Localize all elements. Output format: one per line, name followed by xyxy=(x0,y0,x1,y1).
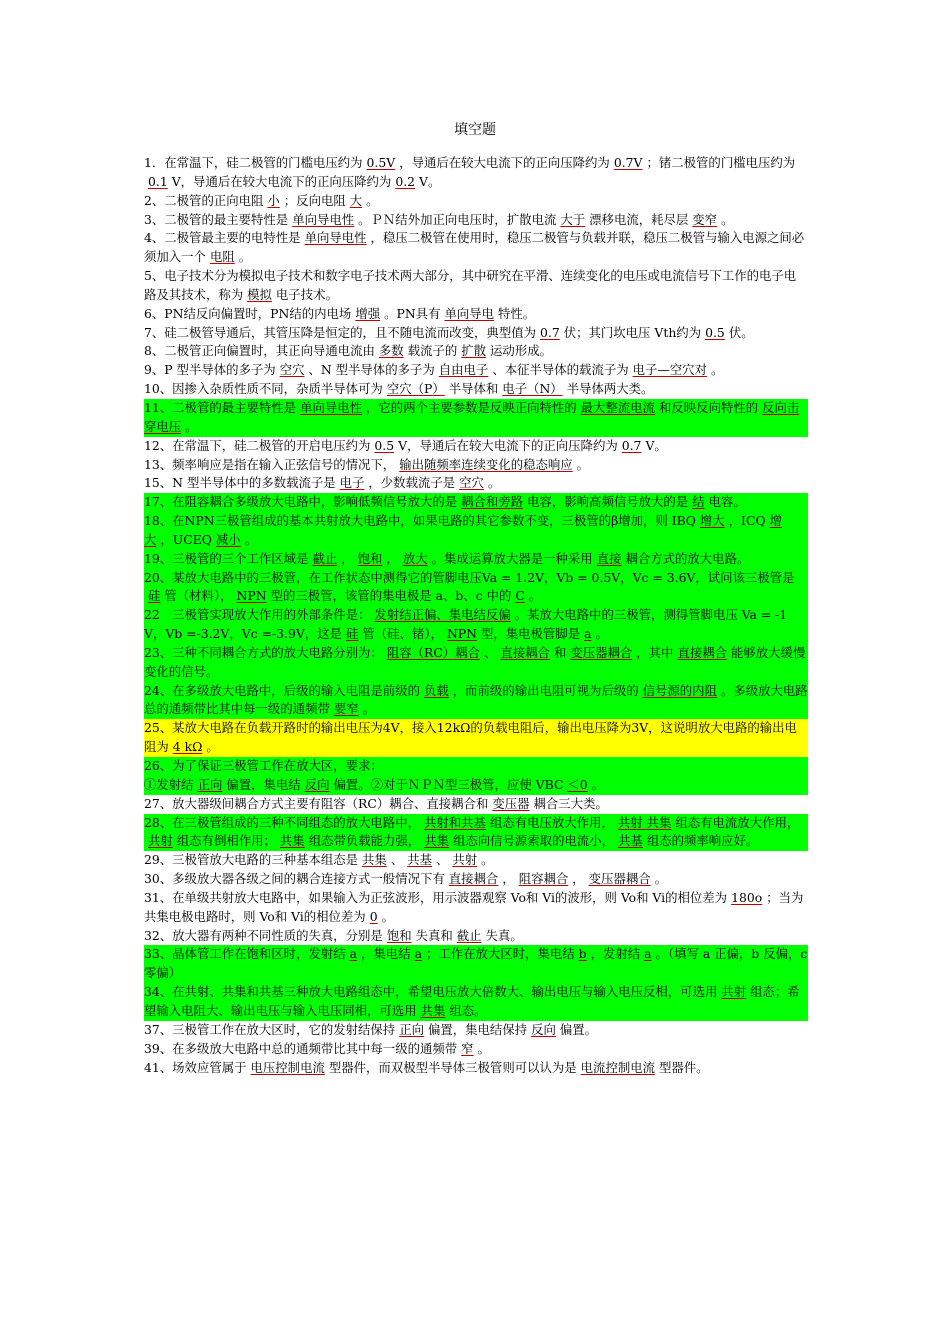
question-text: 组态有电压放大作用， xyxy=(489,814,614,830)
question-text: 27、放大器级间耦合方式主要有阻容（RC）耦合、直接耦合和 xyxy=(144,795,489,811)
question-text: 、 xyxy=(390,852,404,868)
question-text: 运动形成。 xyxy=(490,343,552,359)
answer-blank: ＜0 xyxy=(567,776,588,792)
question-item xyxy=(144,267,808,305)
question-text: 。 xyxy=(595,626,608,642)
answer-blank: NPN xyxy=(446,626,477,642)
answer-blank: b xyxy=(578,946,587,962)
question-text: 组态的频率响应好。 xyxy=(646,833,759,849)
question-text: 漂移电流，耗尽层 xyxy=(589,211,689,227)
answer-blank: 变压器耦合 xyxy=(588,871,651,887)
question-text: 。（填写 a 正偏，b 反偏，c 零偏） xyxy=(144,946,808,981)
question-text: 7、硅二极管导通后，其管压降是恒定的，且不随电流而改变，典型值为 xyxy=(144,324,536,340)
question-item xyxy=(144,342,808,361)
question-text: 。 xyxy=(710,362,724,378)
question-item xyxy=(144,682,808,720)
question-text: 电子技术。 xyxy=(275,286,338,302)
answer-blank: 硅 xyxy=(346,626,359,642)
question-text: 18、在NPN三极管组成的基本共射放大电路中，如果电路的其它参数不变，三极管的β增加，则 IBQ xyxy=(144,513,696,529)
answer-blank: 放大 xyxy=(402,550,428,566)
answer-blank: 饱和 xyxy=(357,550,383,566)
question-text: 32、放大器有两种不同性质的失真，分别是 xyxy=(144,927,383,943)
question-text: 和反映反向特性的 xyxy=(659,399,759,415)
answer-blank: 共射 xyxy=(721,984,747,1000)
question-text: ，导通后在较大电流下的正向压降约为 xyxy=(399,155,610,170)
question-text: 。集成运算放大器是一种采用 xyxy=(431,550,593,566)
answer-blank: 反向 xyxy=(304,776,330,792)
question-text: ，其中 xyxy=(636,644,674,660)
answer-blank: 负载 xyxy=(423,682,449,698)
answer-blank: 截止 xyxy=(456,927,482,943)
question-text: 12、在常温下，硅二极管的开启电压约为 xyxy=(144,437,371,453)
question-text: 。 xyxy=(576,456,590,472)
answer-blank: 结 xyxy=(692,494,705,510)
question-item xyxy=(144,211,808,230)
answer-blank: 最大整流电流 xyxy=(580,399,656,415)
question-text: 。 xyxy=(244,531,258,547)
question-text: 。ＰＮ结外加正向电压时，扩散电流 xyxy=(358,211,557,227)
answer-blank: 正向 xyxy=(197,776,223,792)
question-text: 。 xyxy=(362,701,376,717)
question-text: 。 xyxy=(185,418,198,434)
answer-blank: 0.5V xyxy=(366,155,396,170)
answer-blank: 电阻 xyxy=(209,249,235,265)
answer-blank: NPN xyxy=(236,588,267,604)
question-text: 11、二极管的最主要特性是 xyxy=(144,399,297,415)
question-item xyxy=(144,644,808,682)
question-text: 29、三极管放大电路的三种基本组态是 xyxy=(144,852,359,868)
answer-blank: 增大 xyxy=(144,513,782,547)
question-text: ①发射结 xyxy=(144,776,194,792)
question-text: 型的三极管，该管的集电极是 a、b、c 中的 xyxy=(270,588,512,604)
answer-blank: 信号源的内阻 xyxy=(642,682,717,698)
question-text: 1．在常温下，硅二极管的门槛电压约为 xyxy=(144,155,363,170)
answer-blank: 单向导电性 xyxy=(292,211,355,227)
question-text: 组态有倒相作用； xyxy=(176,833,276,849)
question-text: 。 xyxy=(381,908,394,924)
question-text: 33、晶体管工作在饱和区时，发射结 xyxy=(144,946,346,962)
question-text: 20、某放大电路中的三极管，在工作状态中测得它的管脚电压Va = 1.2V，Vb = 0.5V，Vc = 3.6V，试问该三极管是 xyxy=(144,569,795,585)
question-text: 23、三种不同耦合方式的放大电路分别为： xyxy=(144,644,383,660)
answer-blank: 自由电子 xyxy=(438,362,489,378)
answer-blank: 阻容耦合 xyxy=(518,871,569,887)
question-text: 、 xyxy=(483,644,497,660)
question-text: 伏；其门坎电压 Vth约为 xyxy=(563,324,702,340)
question-text: 。 xyxy=(366,192,379,208)
question-text: 37、三极管工作在放大区时，它的发射结保持 xyxy=(144,1021,396,1037)
answer-blank: 增大 xyxy=(699,513,725,529)
question-text: 型，集电极管脚是 xyxy=(480,626,581,642)
question-text: 组态向信号源索取的电流小， xyxy=(452,833,615,849)
question-text: ，发射结 xyxy=(590,946,641,962)
question-text: 组态。 xyxy=(449,1002,487,1018)
question-item xyxy=(144,870,808,889)
answer-blank: 反向击穿电压 xyxy=(144,399,800,434)
question-text: V。 xyxy=(645,437,667,453)
question-text: 管（材料）， xyxy=(164,588,233,604)
question-text: 能够放大缓慢变化的信号。 xyxy=(144,644,806,679)
question-text: 。 xyxy=(477,1040,490,1056)
answer-blank: 发射结正偏、集电结反偏 xyxy=(374,607,511,623)
question-text: 。 xyxy=(591,776,605,792)
question-item xyxy=(144,474,808,493)
question-item xyxy=(144,437,808,456)
answer-blank: 共基 xyxy=(618,833,643,849)
question-text: 。PN具有 xyxy=(384,305,441,321)
question-text: ， xyxy=(572,871,585,887)
answer-blank: 共集 xyxy=(424,833,449,849)
question-text: 。 xyxy=(206,739,219,755)
question-text: 伏。 xyxy=(728,324,754,340)
question-text: 26、为了保证三极管工作在放大区，要求： xyxy=(144,758,383,773)
question-text: 28、在三极管组成的三种不同组态的放大电路中， xyxy=(144,814,420,830)
question-text: 特性。 xyxy=(498,305,536,321)
question-text: 偏置。②对于ＮＰＮ型三极管，应使 VBC xyxy=(333,776,564,792)
question-item xyxy=(144,851,808,870)
question-text: 22 三极管实现放大作用的外部条件是： xyxy=(144,607,371,623)
question-text: ，UCEQ xyxy=(160,531,212,547)
answer-blank: 输出随频率连续变化的稳态响应 xyxy=(399,456,573,472)
answer-blank: 饱和 xyxy=(386,927,412,943)
question-item xyxy=(144,305,808,324)
question-text: 。 xyxy=(487,475,501,491)
answer-blank: 要窄 xyxy=(333,701,359,717)
answer-blank: 增强 xyxy=(355,305,381,321)
question-text: 41、场效应管属于 xyxy=(144,1059,247,1075)
answer-blank: 截止 xyxy=(312,550,338,566)
question-item xyxy=(144,927,808,946)
question-item xyxy=(144,757,808,776)
answer-blank: 直接耦合 xyxy=(677,644,727,660)
question-item xyxy=(144,493,808,512)
question-item xyxy=(144,814,808,852)
answer-blank: 空穴 xyxy=(279,362,305,378)
question-text: 30、多级放大器各级之间的耦合连接方式一般情况下有 xyxy=(144,871,445,887)
answer-blank: 窄 xyxy=(461,1040,474,1056)
question-text: ， xyxy=(341,550,354,566)
answer-blank: 0.1 xyxy=(148,173,168,189)
question-text: 24、在多级放大电路中，后级的输入电阻是前级的 xyxy=(144,682,420,698)
question-text: 。 xyxy=(721,211,734,227)
question-text: 型器件，而双极型半导体三极管则可以认为是 xyxy=(328,1059,577,1075)
answer-blank: 0 xyxy=(369,908,378,924)
page-title: 填空题 xyxy=(454,122,496,138)
answer-blank: 减小 xyxy=(215,531,241,547)
question-text: 。 xyxy=(654,871,668,887)
question-text: 耦合方式的放大电路。 xyxy=(625,550,750,566)
question-item xyxy=(144,512,808,550)
answer-blank: 大 xyxy=(349,192,363,208)
question-text: ；反向电阻 xyxy=(283,192,346,208)
question-item xyxy=(144,983,808,1021)
question-item xyxy=(144,399,808,437)
question-text: 9、P 型半导体的多子为 xyxy=(144,362,276,378)
question-text: 13、频率响应是指在输入正弦信号的情况下， xyxy=(144,456,396,472)
question-item xyxy=(144,606,808,644)
question-item xyxy=(144,361,808,380)
question-text: 25、某放大电路在负载开路时的输出电压为4V，接入12kΩ的负载电阻后，输出电压降为3V，这说明放大电路的输出电阻为 xyxy=(144,720,797,755)
answer-blank: 0.2 xyxy=(395,173,416,189)
answer-blank: 0.5 xyxy=(705,324,725,340)
answer-blank: 多数 xyxy=(378,343,404,359)
question-item xyxy=(144,1021,808,1040)
question-text: 17、在阻容耦合多级放大电路中，影响低频信号放大的是 xyxy=(144,494,458,510)
answer-blank: 电子 xyxy=(339,475,365,491)
question-text: 、 xyxy=(435,852,449,868)
question-text: ，稳压二极管在使用时，稳压二极管与负载并联，稳压二极管与输入电源之间必须加入一个 xyxy=(144,230,805,265)
answer-blank: 共射 共集 xyxy=(617,814,672,830)
answer-blank: 单向导电性 xyxy=(300,399,363,415)
answer-blank: 0.7V xyxy=(613,155,643,170)
answer-blank: 耦合和旁路 xyxy=(461,494,524,510)
answer-blank: 共基 xyxy=(407,852,432,868)
answer-blank: 硅 xyxy=(148,588,161,604)
question-text: ；工作在放大区时，集电结 xyxy=(425,946,575,962)
answer-blank: 单向导电性 xyxy=(304,230,367,246)
answer-blank: 直接耦合 xyxy=(500,644,550,660)
question-text: 半导体和 xyxy=(448,381,499,397)
answer-blank: 电子—空穴对 xyxy=(632,362,707,378)
question-text: 19、三极管的三个工作区域是 xyxy=(144,550,309,566)
question-text: 偏置。 xyxy=(559,1021,598,1037)
question-item xyxy=(144,1059,808,1078)
answer-blank: 共集 xyxy=(279,833,305,849)
question-item xyxy=(144,380,808,399)
question-text: 。多级放大电路总的通频带比其中每一级的通频带 xyxy=(144,682,808,717)
question-text: ，它的两个主要参数是反映正向特性的 xyxy=(366,399,577,415)
answer-blank: 空穴 xyxy=(459,475,484,491)
answer-blank: 0.7 xyxy=(621,437,642,453)
question-text: 。 xyxy=(238,249,252,265)
question-text: V。 xyxy=(419,173,441,189)
question-text: 、N 型半导体的多子为 xyxy=(308,362,435,378)
answer-blank: 空穴（P） xyxy=(386,381,445,397)
question-text: 组态有电流放大作用， xyxy=(675,814,800,830)
question-item xyxy=(144,229,808,267)
question-text: 。 xyxy=(481,852,494,868)
answer-blank: 模拟 xyxy=(247,286,272,302)
question-text: 载流子的 xyxy=(407,343,458,359)
answer-blank: 变压器 xyxy=(492,795,530,811)
answer-blank: 变窄 xyxy=(692,211,718,227)
answer-blank: a xyxy=(349,946,358,962)
question-text: ；锗二极管的门槛电压约为 xyxy=(646,155,796,170)
answer-blank: C xyxy=(515,588,525,604)
question-item xyxy=(144,569,808,607)
question-text: 39、在多级放大电路中总的通频带比其中每一级的通频带 xyxy=(144,1040,458,1056)
question-item xyxy=(144,192,808,211)
answer-blank: 4 kΩ xyxy=(172,739,203,755)
question-text: 31、在单级共射放大电路中，如果输入为正弦波形，用示波器观察 Vo和 Vi的波形，则 Vo和 Vi的相位差为 xyxy=(144,889,728,905)
question-text: 半导体两大类。 xyxy=(566,381,654,397)
question-text: ， xyxy=(502,871,515,887)
answer-blank: 共射 xyxy=(452,852,478,868)
answer-blank: 正向 xyxy=(399,1021,424,1037)
question-text: ， xyxy=(386,550,399,566)
question-text: 6、PN结反向偏置时，PN结的内电场 xyxy=(144,305,352,321)
question-text: 15、N 型半导体中的多数载流子是 xyxy=(144,475,336,491)
question-item xyxy=(144,945,808,983)
answer-blank: 共射和共基 xyxy=(423,814,486,830)
question-text: 组态带负载能力强， xyxy=(308,833,421,849)
question-text: 电容，影响高频信号放大的是 xyxy=(527,494,689,510)
answer-blank: 电流控制电流 xyxy=(580,1059,656,1075)
question-text: 。 xyxy=(528,588,542,604)
answer-blank: a xyxy=(584,626,592,642)
answer-blank: 共射 xyxy=(148,833,173,849)
question-item xyxy=(144,776,808,795)
question-list xyxy=(144,154,808,1077)
question-text: 8、二极管正向偏置时，其正向导通电流由 xyxy=(144,343,375,359)
question-text: V，导通后在较大电流下的正向压降约为 xyxy=(398,437,618,453)
answer-blank: 变压器耦合 xyxy=(570,644,633,660)
question-item xyxy=(144,795,808,814)
answer-blank: 阻容（RC）耦合 xyxy=(386,644,480,660)
question-text: 和 xyxy=(553,644,567,660)
answer-blank: 扩散 xyxy=(461,343,487,359)
answer-blank: 单向导电 xyxy=(444,305,495,321)
answer-blank: 0.7 xyxy=(540,324,560,340)
question-text: 偏置，集电结 xyxy=(226,776,301,792)
question-text: ，少数载流子是 xyxy=(368,475,456,491)
question-text: 5、电子技术分为模拟电子技术和数字电子技术两大部分，其中研究在平滑、连续变化的电压或电流信号下工作的电子电路及其技术，称为 xyxy=(144,268,797,302)
question-text: ，集电结 xyxy=(361,946,411,962)
question-item xyxy=(144,1040,808,1059)
question-text: 、本征半导体的载流子为 xyxy=(492,362,629,378)
question-text: 2、二极管的正向电阻 xyxy=(144,192,264,208)
answer-blank: 共集 xyxy=(362,852,387,868)
answer-blank: 直接 xyxy=(596,550,622,566)
question-text: 耦合三大类。 xyxy=(533,795,608,811)
question-item xyxy=(144,456,808,475)
question-item xyxy=(144,154,808,192)
answer-blank: 180o xyxy=(731,889,763,905)
question-text: 偏置，集电结保持 xyxy=(427,1021,528,1037)
answer-blank: 共集 xyxy=(420,1002,446,1018)
question-text: 失真。 xyxy=(485,927,523,943)
answer-blank: 反向 xyxy=(531,1021,556,1037)
answer-blank: 电压控制电流 xyxy=(250,1059,325,1075)
question-item xyxy=(144,889,808,927)
answer-blank: a xyxy=(414,946,422,962)
question-text: 电容。 xyxy=(708,494,746,510)
answer-blank: a xyxy=(644,946,652,962)
question-text: 4、二极管最主要的电特性是 xyxy=(144,230,301,246)
question-text: ；当为共集电极电路时，则 Vo和 Vi的相位差为 xyxy=(144,889,804,924)
question-text: 。某放大电路中的三极管，测得管脚电压 Va = -1V，Vb =-3.2V，Vc =-3.9V，这是 xyxy=(144,607,788,642)
question-text: 失真和 xyxy=(415,927,453,943)
question-text: 管（硅、锗）， xyxy=(362,626,443,642)
answer-blank: 电子（N） xyxy=(502,381,563,397)
question-text: ，而前级的输出电阻可视为后级的 xyxy=(452,682,639,698)
question-text: 组态；希望输入电阻大、输出电压与输入电压同相，可选用 xyxy=(144,984,800,1018)
answer-blank: 小 xyxy=(267,192,280,208)
question-text: 34、在共射、共集和共基三种放大电路组态中，希望电压放大倍数大、输出电压与输入电压反相，可选用 xyxy=(144,984,718,1000)
answer-blank: 0.5 xyxy=(374,437,395,453)
answer-blank: 直接耦合 xyxy=(448,871,499,887)
question-text: 型器件。 xyxy=(659,1059,709,1075)
question-text: 3、二极管的最主要特性是 xyxy=(144,211,289,227)
question-text: ，ICQ xyxy=(728,513,766,529)
question-text: 10、因掺入杂质性质不同，杂质半导体可为 xyxy=(144,381,383,397)
question-item xyxy=(144,719,808,757)
question-item xyxy=(144,550,808,569)
answer-blank: 大于 xyxy=(560,211,586,227)
question-item xyxy=(144,324,808,343)
question-text: V，导通后在较大电流下的正向压降约为 xyxy=(171,173,392,189)
